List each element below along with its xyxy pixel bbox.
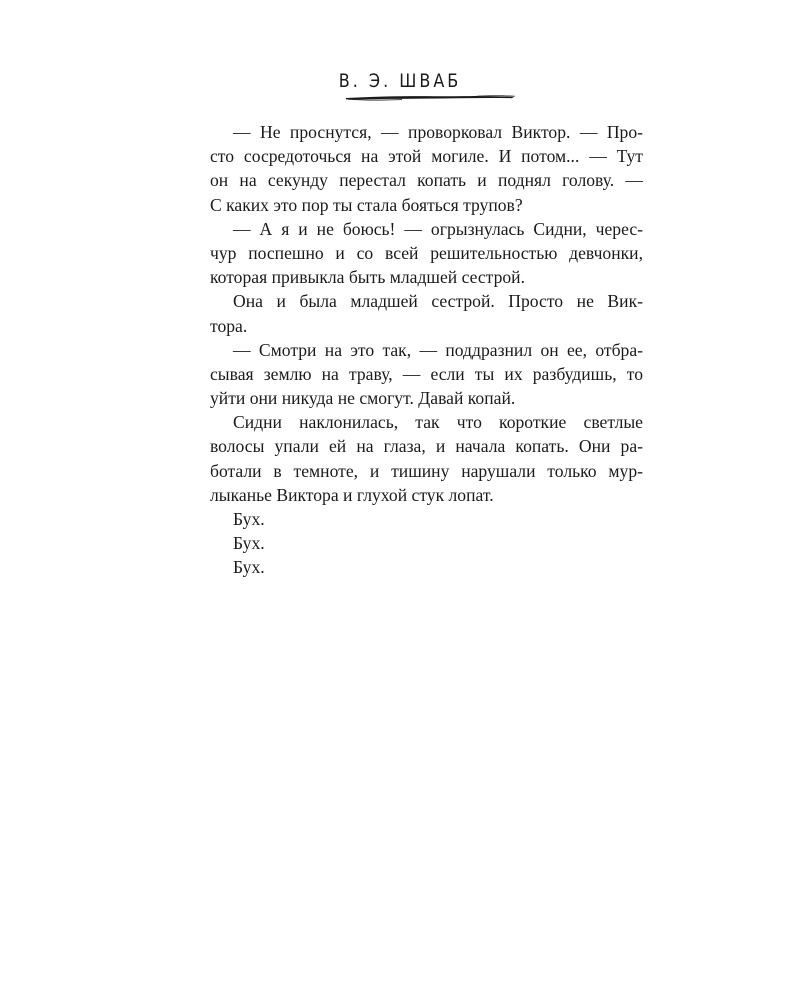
text-line: он на секунду перестал копать и поднял голову. — (210, 170, 643, 191)
header-brush-rule (344, 92, 516, 102)
text-line: Бух. (233, 533, 265, 554)
text-line: сто сосредоточься на этой могиле. И потом... — Тут (210, 146, 643, 167)
text-line: волосы упали ей на глаза, и начала копать. Они ра- (210, 436, 643, 457)
text-line: Она и была младшей сестрой. Просто не Вик- (233, 291, 643, 312)
running-header-author: В. Э. ШВАБ (338, 69, 462, 92)
text-line: ботали в темноте, и тишину нарушали только мур- (210, 460, 643, 481)
text-line: которая привыкла быть младшей сестрой. (210, 267, 525, 288)
text-line: сывая землю на траву, — если ты их разбудишь, то (210, 363, 643, 384)
text-line: лыканье Виктора и глухой стук лопат. (210, 484, 494, 505)
body-text (210, 120, 643, 580)
text-line: — А я и не боюсь! — огрызнулась Сидни, черес- (233, 218, 643, 239)
text-line: Бух. (233, 509, 265, 529)
text-line: тора. (210, 315, 248, 336)
text-line: уйти они никуда не смогут. Давай копай. (210, 388, 516, 409)
text-line: Сидни наклонилась, так что короткие светлые (233, 412, 643, 433)
text-line: Бух. (233, 557, 265, 578)
text-line: чур поспешно и со всей решительностью девчонки, (210, 242, 643, 263)
text-line: — Смотри на это так, — поддразнил он ее, отбра- (233, 339, 643, 360)
text-line: С каких это пор ты стала бояться трупов? (210, 194, 523, 215)
text-line: — Не проснутся, — проворковал Виктор. — Про- (233, 122, 643, 142)
